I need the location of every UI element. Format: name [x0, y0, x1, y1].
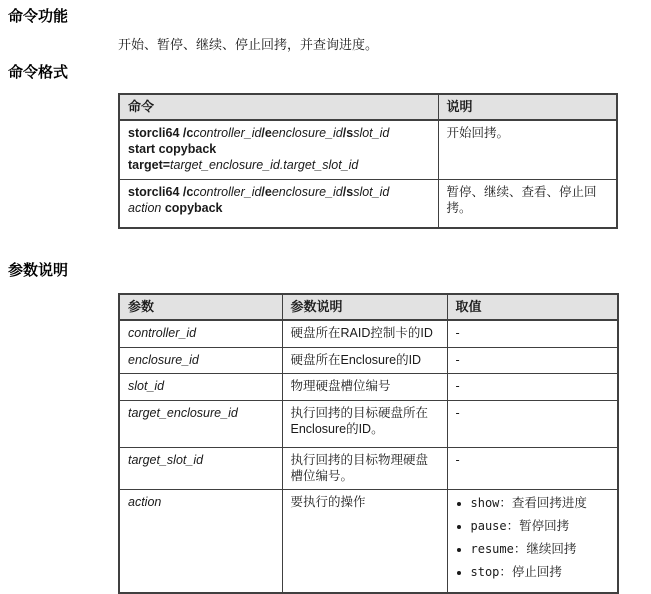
parameter-description-cell: 硬盘所在Enclosure的ID — [282, 347, 447, 373]
command-segment: action — [128, 200, 162, 215]
value-column-header: 取值 — [447, 294, 618, 320]
parameter-name: target_slot_id — [128, 452, 204, 467]
parameter-name-cell — [119, 489, 282, 593]
parameter-table-row — [119, 320, 618, 347]
parameter-table-row — [119, 447, 618, 489]
value-option-text: ：暂停回拷 — [506, 518, 570, 533]
section-heading-command-function: 命令功能 — [8, 8, 69, 25]
description-column-header: 说明 — [438, 94, 617, 120]
parameter-value-cell: - — [447, 320, 618, 347]
parameter-name: controller_id — [128, 326, 197, 340]
parameter-description-cell: 硬盘所在RAID控制卡的ID — [282, 320, 447, 347]
parameter-name: target_enclosure_id — [128, 405, 238, 420]
command-segment: copyback — [164, 200, 223, 215]
command-segment: enclosure_id — [271, 126, 343, 140]
parameter-name: action — [128, 494, 162, 509]
section-heading-command-format: 命令格式 — [8, 64, 69, 81]
command-segment: /s — [342, 126, 354, 140]
value-option-item — [471, 564, 610, 580]
value-option-code: stop — [470, 564, 500, 579]
parameter-description-cell: 要执行的操作 — [282, 489, 447, 593]
command-line — [128, 125, 430, 141]
parameter-description-cell: 执行回拷的目标硬盘所在Enclosure的ID。 — [282, 400, 447, 447]
command-segment: target_enclosure_id.target_slot_id — [170, 158, 359, 172]
parameter-name-cell — [119, 320, 282, 347]
value-option-text: ：停止回拷 — [499, 564, 562, 579]
parameter-name-cell — [119, 447, 282, 489]
value-option-text: ：继续回拷 — [513, 541, 577, 556]
command-column-header: 命令 — [119, 94, 438, 120]
parameter-table — [118, 293, 619, 594]
command-line — [128, 157, 430, 173]
parameter-name-cell — [119, 373, 282, 400]
command-description-cell: 开始回拷。 — [438, 120, 617, 179]
command-segment: start copyback — [128, 142, 217, 156]
command-cell — [119, 179, 438, 228]
parameter-name: slot_id — [128, 378, 165, 393]
parameter-name-cell — [119, 347, 282, 373]
command-segment: slot_id — [353, 184, 390, 199]
value-option-code: pause — [470, 518, 507, 533]
parameter-table-body — [119, 320, 618, 593]
parameter-description-cell: 物理硬盘槽位编号 — [282, 373, 447, 400]
value-option-list — [456, 495, 610, 580]
parameter-value-cell: - — [447, 400, 618, 447]
command-table-row — [119, 120, 617, 179]
command-line — [128, 141, 430, 157]
command-segment: enclosure_id — [271, 184, 343, 199]
command-segment: controller_id — [193, 126, 262, 140]
parameter-value-cell — [447, 489, 618, 593]
parameter-value-cell: - — [447, 347, 618, 373]
parameter-table-row — [119, 373, 618, 400]
command-segment: target= — [128, 158, 171, 172]
command-segment: /e — [261, 184, 272, 199]
value-option-item — [471, 541, 610, 557]
command-table-row — [119, 179, 617, 228]
command-segment: storcli64 /c — [128, 184, 194, 199]
value-option-item — [471, 495, 610, 511]
command-table-body — [119, 120, 617, 228]
parameter-description-column-header: 参数说明 — [282, 294, 447, 320]
parameter-column-header: 参数 — [119, 294, 282, 320]
command-table-header-row — [119, 94, 617, 120]
parameter-description-cell: 执行回拷的目标物理硬盘槽位编号。 — [282, 447, 447, 489]
parameter-value-cell: - — [447, 447, 618, 489]
command-segment: slot_id — [353, 126, 390, 140]
parameter-table-row — [119, 347, 618, 373]
command-segment: storcli64 /c — [128, 126, 194, 140]
command-function-text: 开始、暂停、继续、停止回拷，并查询进度。 — [118, 37, 379, 52]
section-heading-parameter-description: 参数说明 — [8, 262, 69, 279]
command-line — [128, 184, 430, 200]
value-option-text: ：查看回拷进度 — [499, 495, 587, 510]
command-segment: /s — [342, 184, 354, 199]
value-option-code: resume — [470, 541, 514, 556]
command-segment: /e — [261, 126, 272, 140]
parameter-name-cell — [119, 400, 282, 447]
command-format-table — [118, 93, 618, 229]
parameter-table-header-row — [119, 294, 618, 320]
command-segment: controller_id — [193, 184, 262, 199]
command-description-cell: 暂停、继续、查看、停止回拷。 — [438, 179, 617, 228]
parameter-value-cell: - — [447, 373, 618, 400]
value-option-code: show — [470, 495, 500, 510]
value-option-item — [471, 518, 610, 534]
parameter-table-row — [119, 400, 618, 447]
parameter-name: enclosure_id — [128, 352, 199, 367]
command-cell — [119, 120, 438, 179]
command-line — [128, 200, 430, 216]
parameter-table-row — [119, 489, 618, 593]
